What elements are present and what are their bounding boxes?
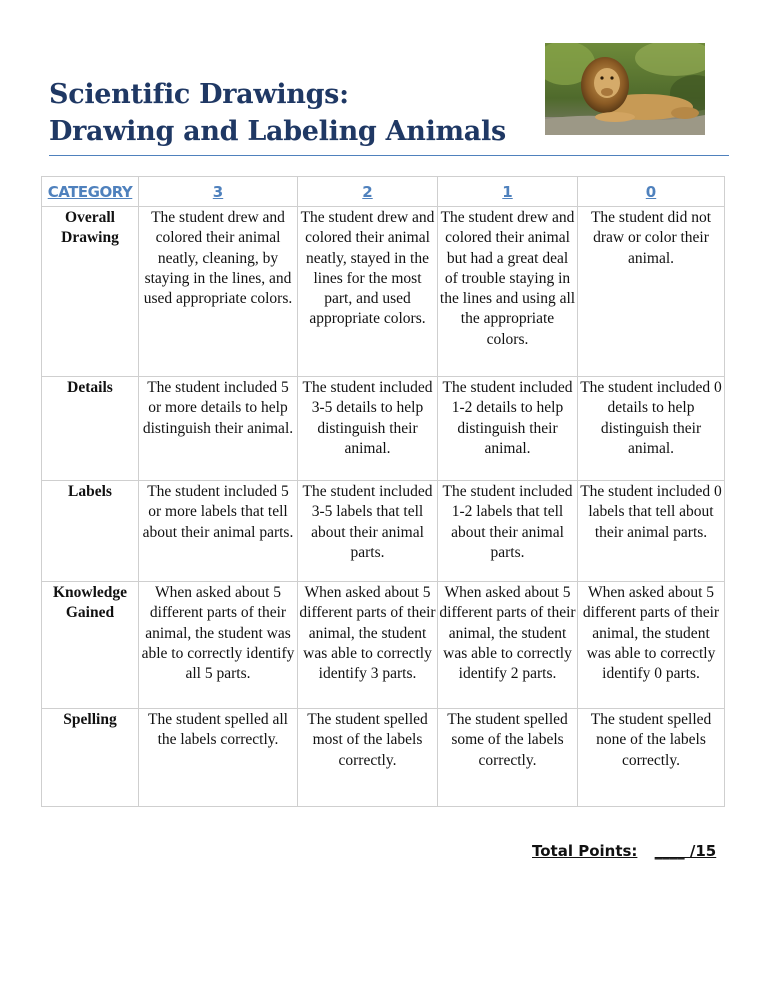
title-line-1: Scientific Drawings: xyxy=(49,79,349,110)
row-label: Overall Drawing xyxy=(42,207,139,377)
table-cell: The student included 0 details to help distinguish their animal. xyxy=(578,377,725,481)
table-cell: The student spelled most of the labels correctly. xyxy=(298,709,438,807)
table-row-spelling xyxy=(42,709,725,807)
table-cell: The student included 5 or more labels that tell about their animal parts. xyxy=(139,481,298,582)
table-row-details xyxy=(42,377,725,481)
table-row-labels xyxy=(42,481,725,582)
row-label: Knowledge Gained xyxy=(42,582,139,709)
table-cell: The student included 3-5 labels that tell about their animal parts. xyxy=(298,481,438,582)
title-rule xyxy=(49,155,729,156)
table-cell: The student did not draw or color their animal. xyxy=(578,207,725,377)
column-header-2: 2 xyxy=(298,177,438,207)
table-cell: When asked about 5 different parts of their animal, the student was able to correctly identify 0 parts. xyxy=(578,582,725,709)
table-cell: The student drew and colored their animal neatly, stayed in the lines for the most part, and used appropriate colors. xyxy=(298,207,438,377)
table-cell: The student included 5 or more details to help distinguish their animal. xyxy=(139,377,298,481)
table-cell: The student included 1-2 labels that tell about their animal parts. xyxy=(438,481,578,582)
page-title xyxy=(49,76,506,150)
table-cell: The student spelled none of the labels correctly. xyxy=(578,709,725,807)
table-cell: When asked about 5 different parts of their animal, the student was able to correctly identify 2 parts. xyxy=(438,582,578,709)
table-cell: The student included 3-5 details to help distinguish their animal. xyxy=(298,377,438,481)
table-cell: The student included 0 labels that tell about their animal parts. xyxy=(578,481,725,582)
rubric-table xyxy=(41,176,725,807)
column-header-1: 1 xyxy=(438,177,578,207)
table-cell: When asked about 5 different parts of their animal, the student was able to correctly identify 3 parts. xyxy=(298,582,438,709)
lion-photo-graphic xyxy=(545,43,705,135)
lion-photo xyxy=(545,43,705,135)
column-header-0: 0 xyxy=(578,177,725,207)
row-label: Spelling xyxy=(42,709,139,807)
table-header-row xyxy=(42,177,725,207)
table-row-knowledge-gained xyxy=(42,582,725,709)
column-header-3: 3 xyxy=(139,177,298,207)
table-cell: The student drew and colored their animal neatly, cleaning, by staying in the lines, and used appropriate colors. xyxy=(139,207,298,377)
table-cell: The student spelled all the labels correctly. xyxy=(139,709,298,807)
total-points xyxy=(532,842,716,860)
table-cell: The student drew and colored their animal but had a great deal of trouble staying in the lines and using all the appropriate colors. xyxy=(438,207,578,377)
column-header-category: CATEGORY xyxy=(42,177,139,207)
table-cell: The student included 1-2 details to help distinguish their animal. xyxy=(438,377,578,481)
row-label: Labels xyxy=(42,481,139,582)
total-points-label: Total Points: xyxy=(532,842,638,860)
total-points-value: ____ /15 xyxy=(654,842,717,860)
table-cell: The student spelled some of the labels correctly. xyxy=(438,709,578,807)
table-cell: When asked about 5 different parts of their animal, the student was able to correctly identify all 5 parts. xyxy=(139,582,298,709)
table-row-overall-drawing xyxy=(42,207,725,377)
row-label: Details xyxy=(42,377,139,481)
title-line-2: Drawing and Labeling Animals xyxy=(49,116,506,147)
